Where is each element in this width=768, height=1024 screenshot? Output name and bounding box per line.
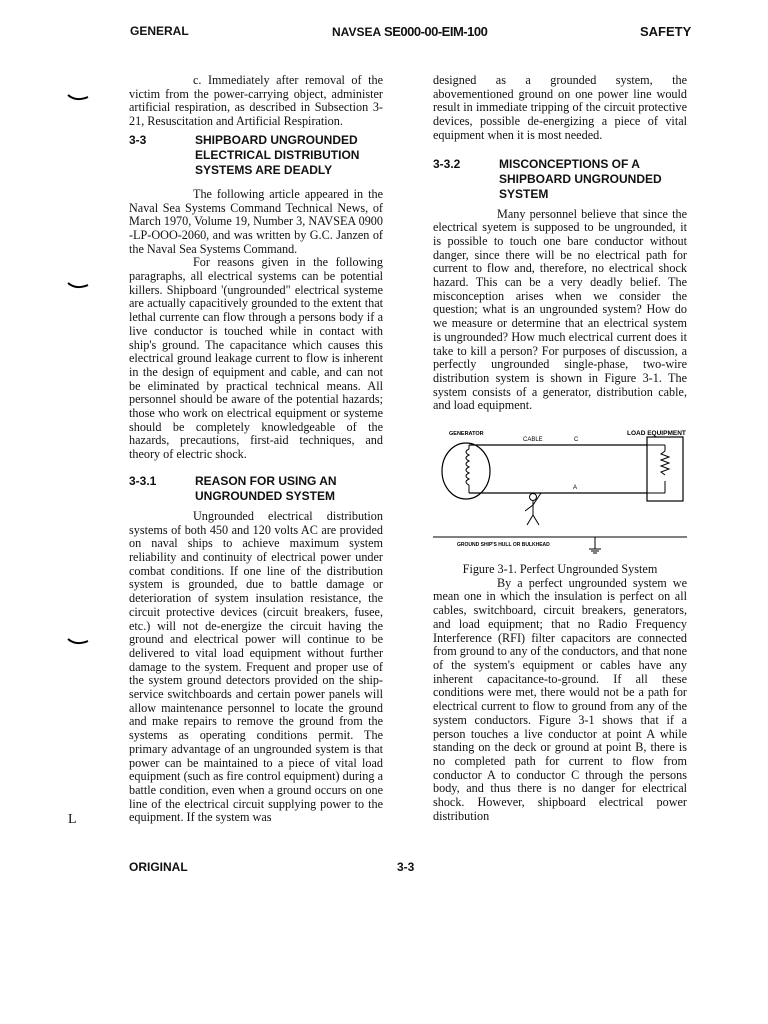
- section-title: SHIPBOARD UNGROUNDED ELECTRICAL DISTRIBUTION SYSTEMS ARE DEADLY: [195, 132, 360, 177]
- load-resistor: [661, 451, 669, 475]
- margin-tick-mark: [66, 280, 90, 290]
- footer-status: ORIGINAL: [129, 860, 188, 874]
- header-right: SAFETY: [640, 24, 692, 39]
- figure-caption: Figure 3-1. Perfect Ungrounded System: [462, 562, 658, 577]
- header-center: [332, 24, 487, 39]
- margin-tick-mark: [66, 636, 90, 646]
- generator-label: GENERATOR: [449, 431, 484, 438]
- page-number: 3-3: [397, 860, 415, 874]
- left-column: [129, 74, 383, 825]
- section-number: 3-3.2: [433, 156, 461, 171]
- paragraph-article: The following article appeared in the Naval Sea Systems Command Technical News, of March 1970, Volume 19, Number 3, NAVSEA 0900 -LP-OOO-2060, and was written by G.C. Janzen of the Naval Sea Systems Command.: [129, 186, 383, 256]
- paragraph-continued: designed as a grounded system, the abovementioned ground on one power line would result in immediate tripping of the circuit protective devices, possible de-energizing a piece of vital equipment when it is most needed.: [433, 73, 687, 142]
- generator-coil: [466, 449, 469, 485]
- conductor-c-label: C: [574, 437, 579, 444]
- cable-label: CABLE: [523, 437, 543, 444]
- paragraph-reasons: For reasons given in the following paragraphs, all electrical systems can be potential killers. Shipboard '(ungrounded" electrical systeme are actually capacitively grounded to the extent that lethal currente can flow through a persons body if a live conductor is touched while in contact with ship's ground. The capacitance which causes this electrical ground leakage current to flow is inherent in the design of equipment and cable, and can not be eliminated by practical technical means. All personnel should be aware of the potential hazards; those who work on electrical equipment or systeme should be completely knowledgeable of the hazards, precautions, first-aid techniques, and theory of electric shock.: [129, 255, 383, 462]
- right-column: [433, 74, 687, 823]
- paragraph-c: c. Immediately after removal of the victim from the power-carrying object, administer artificial respiration, as described in Subsection 3-21, Resuscitation and Artificial Respiration.: [129, 73, 383, 129]
- ground-symbol: [589, 537, 601, 553]
- section-heading-3-3-2: [433, 157, 687, 202]
- section-title: REASON FOR USING AN UNGROUNDED SYSTEM: [195, 473, 337, 503]
- header-center-prefix: NAVSEA: [332, 25, 381, 39]
- section-title: MISCONCEPTIONS OF A SHIPBOARD UNGROUNDED SYSTEM: [499, 156, 662, 201]
- person-figure: [525, 493, 541, 525]
- header-left: GENERAL: [130, 24, 189, 38]
- paragraph-perfect-system: By a perfect ungrounded system we mean one in which the insulation is perfect on all cables, switchboard, circuit breakers, generators, and load equipment; that no Radio Frequency Interference (RFI) filter capacitors are connected from ground to any of the conductors, and that none of the system's equipment or cables have any inherent capacitance-to-ground. If all these conditions were met, there would not be a path for electrical current to flow to ground from any of the system conductors. Figure 3-1 shows that if a person touches a live conductor at point A while standing on the deck or ground at point B, there is no completed path for current to flow from conductor A to conductor C through the persons body, and thus there is no danger for electrical shock. However, shipboard electrical power distribution: [433, 575, 687, 823]
- margin-letter: L: [68, 812, 77, 827]
- figure-ungrounded-system: [433, 427, 687, 557]
- header-document-code: SE000-00-EIM-100: [384, 24, 488, 39]
- conductor-a-label: A: [573, 485, 578, 492]
- margin-tick-mark: [66, 92, 90, 102]
- section-number: 3-3: [129, 132, 147, 147]
- section-heading-3-3: [129, 133, 383, 178]
- ground-label: GROUND SHIP'S HULL OR BULKHEAD: [457, 542, 550, 549]
- load-equipment-label: LOAD EQUIPMENT: [627, 430, 686, 438]
- section-heading-3-3-1: [129, 474, 383, 504]
- paragraph-misconceptions: Many personnel believe that since the electrical syetem is supposed to be ungrounded, it is possible to touch one bare conductor without danger, since there will be no electrical path for current to flow and, therefore, no electrical shock hazard. This can be a very deadly belief. The misconception arises when we consider the question; what is an ungrounded system? How do we measure or determine that an electrical system is ungrounded? How much electrical current does it take to kill a person? For purposes of discussion, a perfectly ungrounded single-phase, two-wire distribution system is shown in Figure 3-1. The system consists of a generator, distribution cable, and load equipment.: [433, 206, 687, 413]
- circuit-diagram: [433, 427, 687, 557]
- paragraph-reason: Ungrounded electrical distribution systems of both 450 and 120 volts AC are provided on naval ships to achieve maximum system reliability and continuity of electrical power under combat conditions. If one line of the distribution system is grounded, due to battle damage or deterioration of system insulation resistance, the circuit protective devices (circuit breakers, fusee, etc.) will not de-energize the circuit having the ground and electrical power will continue to be delivered to vital load equipment without further damage to the system. Frequent and proper use of the system ground detectors provided on the ship-service switchboards and certain power panels will allow maintenance personnel to locate the ground and make repairs to remove the ground from the systems as operating conditions permit. The primary advantage of an ungrounded system is that power can be maintained to a piece of vital load equipment (such as fire control equipment) during a battle condition, even when a ground occurs on one line of the electrical circuit supplying power to the equipment. If the system was: [129, 508, 383, 825]
- section-number: 3-3.1: [129, 473, 157, 488]
